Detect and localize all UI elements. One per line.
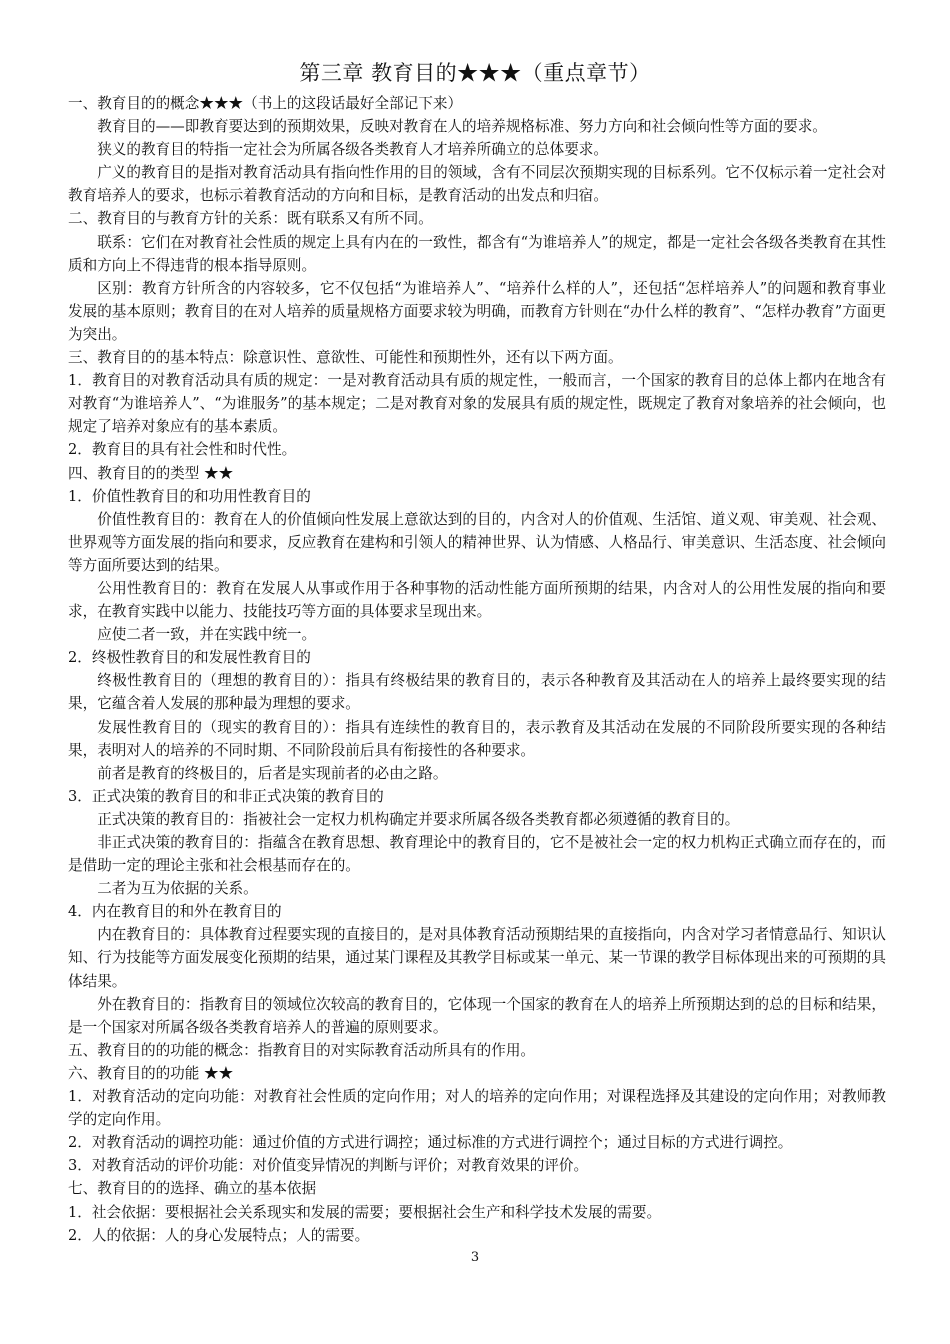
paragraph: 3．正式决策的教育目的和非正式决策的教育目的 <box>68 787 384 805</box>
paragraph: 终极性教育目的（理想的教育目的）：指具有终极结果的教育目的，表示各种教育及其活动在人的培养上最终要实现的结果，它蕴含着人发展的那种最为理想的要求。 <box>68 672 886 713</box>
paragraph: 3．对教育活动的评价功能：对价值变异情况的判断与评价；对教育效果的评价。 <box>68 1157 589 1175</box>
paragraph: 1．对教育活动的定向功能：对教育社会性质的定向作用；对人的培养的定向作用；对课程选择及其建设的定向作用；对教师教学的定向作用。 <box>68 1088 886 1129</box>
paragraph: 2．教育目的具有社会性和时代性。 <box>68 441 297 459</box>
paragraph: 外在教育目的：指教育目的领域位次较高的教育目的，它体现一个国家的教育在人的培养上所预期达到的总的目标和结果，是一个国家对所属各级各类教育培养人的普遍的原则要求。 <box>68 995 886 1036</box>
chapter-title: 第三章 教育目的★★★（重点章节） <box>299 61 651 85</box>
paragraph: 七、教育目的的选择、确立的基本依据 <box>68 1180 317 1198</box>
chapter-body <box>68 92 886 1247</box>
paragraph: 狭义的教育目的特指一定社会为所属各级各类教育人才培养所确立的总体要求。 <box>97 141 608 159</box>
paragraph: 1．社会依据：要根据社会关系现实和发展的需要；要根据社会生产和科学技术发展的需要。 <box>68 1203 662 1221</box>
paragraph: 教育目的——即教育要达到的预期效果，反映对教育在人的培养规格标准、努力方向和社会倾向性等方面的要求。 <box>97 118 827 136</box>
paragraph: 二、教育目的与教育方针的关系：既有联系又有所不同。 <box>68 210 433 228</box>
paragraph: 应使二者一致，并在实践中统一。 <box>97 626 317 644</box>
paragraph: 一、教育目的的概念★★★（书上的这段话最好全部记下来） <box>68 95 463 112</box>
paragraph: 三、教育目的的基本特点：除意识性、意欲性、可能性和预期性外，还有以下两方面。 <box>68 349 623 367</box>
paragraph: 五、教育目的的功能的概念：指教育目的对实际教育活动所具有的作用。 <box>68 1041 536 1059</box>
paragraph: 2．终极性教育目的和发展性教育目的 <box>68 649 311 667</box>
paragraph: 四、教育目的的类型 ★★ <box>68 464 234 482</box>
paragraph: 2．对教育活动的调控功能：通过价值的方式进行调控；通过标准的方式进行调控个；通过目标的方式进行调控。 <box>68 1134 793 1152</box>
paragraph: 广义的教育目的是指对教育活动具有指向性作用的目的领域，含有不同层次预期实现的目标系列。它不仅标示着一定社会对教育培养人的要求，也标示着教育活动的方向和目标，是教育活动的出发点和归宿。 <box>68 164 886 205</box>
paragraph: 联系：它们在对教育社会性质的规定上具有内在的一致性，都含有“为谁培养人”的规定，都是一定社会各级各类教育在其性质和方向上不得违背的根本指导原则。 <box>68 233 886 274</box>
paragraph: 前者是教育的终极目的，后者是实现前者的必由之路。 <box>97 764 448 782</box>
paragraph: 正式决策的教育目的：指被社会一定权力机构确定并要求所属各级各类教育都必须遵循的教育目的。 <box>97 810 740 828</box>
paragraph: 公用性教育目的：教育在发展人从事或作用于各种事物的活动性能方面所预期的结果，内含对人的公用性发展的指向和要求，在教育实践中以能力、技能技巧等方面的具体要求呈现出来。 <box>68 579 886 621</box>
paragraph: 区别：教育方针所含的内容较多，它不仅包括“为谁培养人”、“培养什么样的人”，还包括“怎样培养人”的问题和教育事业发展的基本原则；教育目的在对人培养的质量规格方面要求较为明确，而教育方针则在“办什么样的教育”、“怎样办教育”方面更为突出。 <box>68 279 886 343</box>
paragraph: 内在教育目的：具体教育过程要实现的直接目的，是对具体教育活动预期结果的直接指向，内含对学习者情意品行、知识认知、行为技能等方面发展变化预期的结果，通过某门课程及其教学目标或某一单元、某一节课的教学目标体现出来的可预期的具体结果。 <box>68 926 886 990</box>
paragraph: 二者为互为依据的关系。 <box>97 880 258 898</box>
paragraph: 1．价值性教育目的和功用性教育目的 <box>68 487 311 505</box>
paragraph: 4．内在教育目的和外在教育目的 <box>68 903 282 921</box>
paragraph: 发展性教育目的（现实的教育目的）：指具有连续性的教育目的，表示教育及其活动在发展的不同阶段所要实现的各种结果，表明对人的培养的不同时期、不同阶段前后具有衔接性的各种要求。 <box>68 718 886 759</box>
paragraph: 价值性教育目的：教育在人的价值倾向性发展上意欲达到的目的，内含对人的价值观、生活馆、道义观、审美观、社会观、世界观等方面发展的指向和要求，反应教育在建构和引领人的精神世界、认为情感、人格品行、审美意识、生活态度、社会倾向等方面所要达到的结果。 <box>68 510 886 574</box>
paragraph: 非正式决策的教育目的：指蕴含在教育思想、教育理论中的教育目的，它不是被社会一定的权力机构正式确立而存在的，而是借助一定的理论主张和社会根基而存在的。 <box>68 834 886 875</box>
paragraph: 2．人的依据：人的身心发展特点；人的需要。 <box>68 1226 370 1244</box>
paragraph: 六、教育目的的功能 ★★ <box>68 1064 234 1082</box>
paragraph: 1．教育目的对教育活动具有质的规定：一是对教育活动具有质的规定性，一般而言，一个国家的教育目的总体上都内在地含有对教育“为谁培养人”、“为谁服务”的基本规定；二是对教育对象的发展具有质的规定性，既规定了教育对象培养的社会倾向，也规定了培养对象应有的基本素质。 <box>68 372 886 436</box>
page-number: 3 <box>470 1250 480 1265</box>
